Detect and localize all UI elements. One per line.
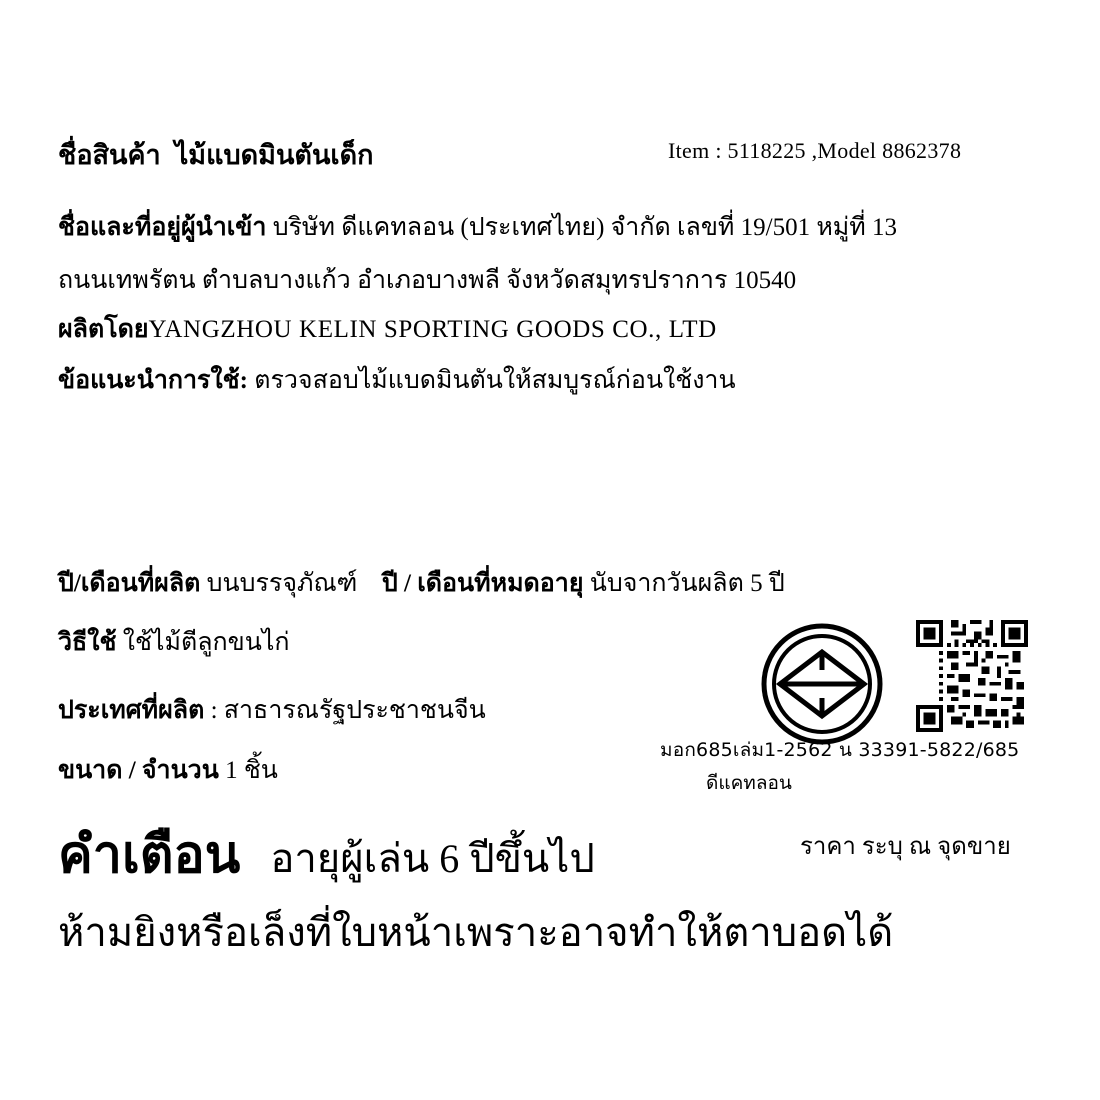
qr-code-icon <box>916 620 1028 732</box>
country-of-manufacture-row <box>58 690 486 730</box>
warning-heading: คำเตือน <box>58 827 241 884</box>
item-model-code: Item : 5118225 ,Model 8862378 <box>668 138 962 163</box>
warning-row <box>58 812 595 895</box>
importer-value: บริษัท ดีแคทลอน (ประเทศไทย) จำกัด เลขที่ 19/501 หมู่ที่ 13 <box>272 214 898 241</box>
importer-row <box>58 207 897 247</box>
product-name-row <box>58 133 374 176</box>
expiry-date-value: นับจากวันผลิต 5 ปี <box>589 570 785 597</box>
how-to-use-row <box>58 622 290 662</box>
size-value: 1 ชิ้น <box>225 757 278 784</box>
size-quantity-row <box>58 750 278 790</box>
how-to-use-label: วิธีใช้ <box>58 629 117 656</box>
importer-address-line2: ถนนเทพรัตน ตำบลบางแก้ว อำเภอบางพลี จังหวัดสมุทรปราการ 10540 <box>58 267 797 294</box>
country-value: : สาธารณรัฐประชาชนจีน <box>210 697 486 724</box>
tis-brand-text: ดีแคทลอน <box>706 772 792 794</box>
tis-certification-mark-icon <box>760 622 884 746</box>
warning-detail-line: ห้ามยิงหรือเล็งที่ใบหน้าเพราะอาจทำให้ตาบอดได้ <box>58 910 894 955</box>
how-to-use-value: ใช้ไม้ตีลูกขนไก่ <box>122 629 290 656</box>
price-note: ราคา ระบุ ณ จุดขาย <box>800 834 1011 860</box>
tis-code-text: มอก685เล่ม1-2562 น 33391-5822/685 <box>660 739 1020 761</box>
usage-advice-label: ข้อแนะนำการใช้: <box>58 367 248 394</box>
product-name-label: ชื่อสินค้า <box>58 140 161 170</box>
size-label: ขนาด / จำนวน <box>58 757 219 784</box>
manufacture-date-label: ปี/เดือนที่ผลิต <box>58 570 201 597</box>
manufacturer-value: YANGZHOU KELIN SPORTING GOODS CO., LTD <box>148 316 717 343</box>
importer-label: ชื่อและที่อยู่ผู้นำเข้า <box>58 214 267 241</box>
manufacture-date-value: บนบรรจุภัณฑ์ <box>206 570 358 597</box>
expiry-date-label: ปี / เดือนที่หมดอายุ <box>381 570 584 597</box>
usage-advice-value: ตรวจสอบไม้แบดมินตันให้สมบูรณ์ก่อนใช้งาน <box>254 367 736 394</box>
product-name-value: ไม้แบดมินตันเด็ก <box>174 140 374 170</box>
manufacture-expiry-row <box>58 563 785 603</box>
warning-age-value: อายุผู้เล่น 6 ปีขึ้นไป <box>270 836 595 881</box>
manufacturer-row <box>58 309 717 349</box>
manufacturer-label: ผลิตโดย <box>58 316 149 343</box>
country-label: ประเทศที่ผลิต <box>58 697 205 724</box>
usage-advice-row <box>58 360 736 400</box>
